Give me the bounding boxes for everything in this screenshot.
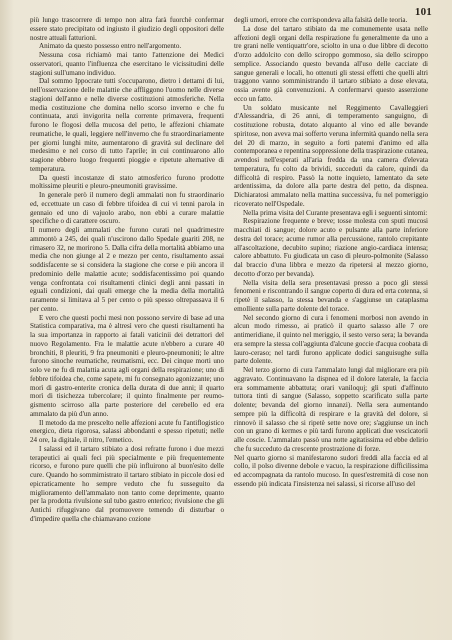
page-number: 101: [414, 6, 432, 18]
paragraph: Il metodo da me prescelto nelle affezioni acute fu l'antiflogistico energico, dieta rigorosa, salassi abbondanti e spesso ripetuti; nelle 24 ore, la digitale, il nitro, l'emetico.: [30, 418, 224, 444]
paragraph: Dal sommo Ippocrate tutti s'occuparono, dietro i dettami di lui, nell'osservazione delle malattie che affliggono l'uomo nelle diverse stagioni dell'anno e nelle diverse costituzioni atmosferiche. Nella media costituzione che domina nello scorso inverno e che fu continuata, anzi invigorita nella corrente primavera, frequenti furono le flogosi della mucosa del petto, le affezioni chiamate reumatiche, le quali, leggiere nell'inverno che fu straordinariamente per giorni lunghi mite, aumentarono di gravità sul declinare del medesimo e nel corso di tutto l'aprile; in cui continuarono allo stagione ebbero luogo frequenti pioggie e ripetute alternative di temperatura.: [30, 77, 224, 173]
paragraph: Nel secondo giorno di cura i fenomeni morbosi non avendo in alcun modo rimesso, ai praticò il quarto salasso alle 7 ore antimeridiane, il quinto nel meriggio, il sesto verso sera; la bevanda era sempre la stessa coll'aggiunta d'alcune goccie d'acqua coobata di lauro-ceraso; nel tardi furono applicate dodici sanguisughe sulla parte dolente.: [234, 313, 428, 366]
paragraph: Nessuna cosa richiamò mai tanto l'attenzione dei Medici osservatori, quanto l'influenza che esercitano le vicissitudini delle stagioni sull'umano individuo.: [30, 51, 224, 77]
text-columns: [30, 16, 428, 628]
paragraph: Nella visita della sera presentavasi presso a poco gli stessi fenomeni e riscontrando il sangue coperto di dura ed erta cotenna, si ripetè il salasso, la stessa bevanda e s'aggiunse un cataplasma emolliente sulla parte dolente del torace.: [234, 278, 428, 313]
left-column: [30, 16, 224, 628]
paragraph: Da questi incostanze di stato atmosferico furono prodotte moltissime pleuriti e pleuro-pneumoniti gravissime.: [30, 173, 224, 191]
paragraph: Nel quarto giorno si manifestarono sudori freddi alla faccia ed al collo, il polso divenne debole e vacuo, la respirazione difficilissima ed accompagnata da rantolo mucoso. In quest'estremità di cose non essendo più indicata l'insistenza nei salassi, si ricorse all'uso del: [234, 453, 428, 488]
paragraph: Animato da questo possesso entro nell'argomento.: [39, 42, 182, 51]
paragraph: E vero che questi pochi mesi non possono servire di base ad una Statistica comparativa, ma è altresì vero che questi risultamenti ha la sua importanza in rapporto ai fatali vaticinii dei detrattori del nuovo Regolamento. Fra le malattie acute n'ebbero a curare 40 bronchiti, 8 pleuriti, 9 fra pneumoniti e pleuro-pneumoniti; le altre furono sinoche reumatiche, reumatismi, ecc. Dei cinque morti uno solo ve ne fu di malattia acuta agli organi della respirazione; uno di febbre tifoidea che, come sapete, mi fu consegnato agonizzante; uno morì di gastro-enterite cronica della durata di due anni; il quarto morì di tisichezza tubercolare; il quinto finalmente per reumo-gismento scirroso alla parte posteriore del cerebello ed era ammalato da più d'un anno.: [30, 313, 224, 418]
paragraph: Nella prima visita del Curante presentava egli i seguenti sintomi:: [243, 208, 428, 217]
paragraph: In generale però il numero degli ammalati non fu straordinario ed, eccettuate un caso di febbre tifoidea di cui vi tenni parola in gennaio ed uno di vajuolo arabo, non ebbi a curare malattie specifiche o di carattere oscuro.: [30, 191, 224, 226]
paragraph: degli umori, errore che corrispondeva alla falsità delle teoria.: [234, 16, 408, 24]
paragraph: Respirazione frequente e breve; tosse molesta con sputi mucosi macchiati di sangue; dolore acuto e pulsante alla parte inferiore destra del torace; acume rumor alla percussione, rantolo crepitante all'ascoltazione, decubito supino; riazione angio-cardiaca intensa; calore abbattuto. Fu giudicata un caso di pleuro-polmonite (Salasso dal braccio d'una libbra e mezzo da ripetersi al mezzo giorno, decotto d'orzo per bevanda).: [234, 217, 428, 278]
paragraph: Un soldato musicante nel Reggimento Cavalleggieri d'Alessandria, di 26 anni, di temperamento sanguigno, di costituzione robusta, dotato alquanto al vino ed alle bevande spiritose, non aveva mai sofferto veruna infermità quando nella sera del 20 di marzo, in seguito a forti patemi d'animo ed alla contemporanea e repentina soppressione della traspirazione cutanea, avendosi nell'esperati all'aria fredda da una camera d'elevata temperatura, fu colto da brividi, succeduti da calore, quindi da difficoltà di respiro. Passò la notte inquieto, lamentato da sete ardentissima, da dolore alla parte destra del petto, da dispnea. Dichiaratosi ammalato nella mattina successiva, fu nel pomeriggio ricoverato nell'Ospedale.: [234, 103, 428, 208]
paragraph: più lungo trascorrere di tempo non altra farà fuorchè confermar essere stato precipitato od ingiusto il giudizio degli oppositori delle nostre attuali fatturioni.: [30, 16, 224, 42]
right-column: [234, 16, 428, 628]
paragraph: I salassi ed il tartaro stibiato a dosi refratte furono i due mezzi terapeutici ai quali feci più specialmente e più frequentemente ricorso, e furono pure quelli che più influirono al buon'esito delle cure. Quando ho sommimistrato il tartaro stibiato in piccole dosi ed epicraticamente ho sempre veduto che fu susseguito da miglioramento dell'ammalato non tanto come deprimente, quanto per la prodotta rivulsione sul tubo gastro enterico; rivulsione che gli Antichi rifuggivano dal promuovere temendo di disturbar o d'impedire quella che chiamavano cozione: [30, 444, 224, 523]
paragraph: La dose del tartaro stibiato da me comunemente usata nelle affezioni degli organi della respirazione fu generalmente da uno a tre grani nelle ventiquattr'ore, sciolto in una o due libbre di decotto d'orzo addolcito con dello sciroppo gommoso, sia dello sciroppo semplice. Associando questo bevanda all'uso delle cacciate di sangue generali e locali, ho ottenuti gli stessi effetti che quelli altri traggono vanno somministrando il tartaro stibiato a dose elevata, ossia avente già convenuzioni. A confermarvi questo asserzione ecco un fatto.: [234, 24, 428, 103]
paragraph: Il numero degli ammalati che furono curati nel quadrimestre ammontò a 245, dei quali n'uscirono dallo Spedale guariti 208, ne rimasero 32, ne morirono 5. Dalla cifra della mortalità abbiamo una media che non giunge al 2 e mezzo per cento, risultamento assai soddisfacente se si considera la stagione che corse e più ancora il predominio delle malattie acute; soddisfacentissimo poi quando venga confrontata coi risultamenti clinici degli anni passati in eguali condizioni, dai quali emerge che la media della mortalità raramente si limitava al 5 per cento o più spesso oltrepassava il 6 per cento.: [30, 226, 224, 313]
paragraph: Nel terzo giorno di cura l'ammalato lungi dal migliorare era più aggravato. Continuavano la dispnea ed il dolore laterale, la faccia era sommamente abbattuta; orari vaniloquj; gli sputi d'affinuto tuttora tinti di sangue (Salasso, soppetto scarificato sulla parte dolente; bevanda del giorno innanzi). Nella sera aumentando sempre più la difficoltà di respirare e la gravità del dolore, si rinnovò il salasso che si ripetè sette nove ore; s'aggiunse un inch con un grano di kermes e più tardi furono applicati due vescicatorii alle coscie. L'ammalato passò una notte agitatissima ed ebbe delirio che fu succeduto da crescente prostrazione di forze.: [234, 366, 428, 453]
